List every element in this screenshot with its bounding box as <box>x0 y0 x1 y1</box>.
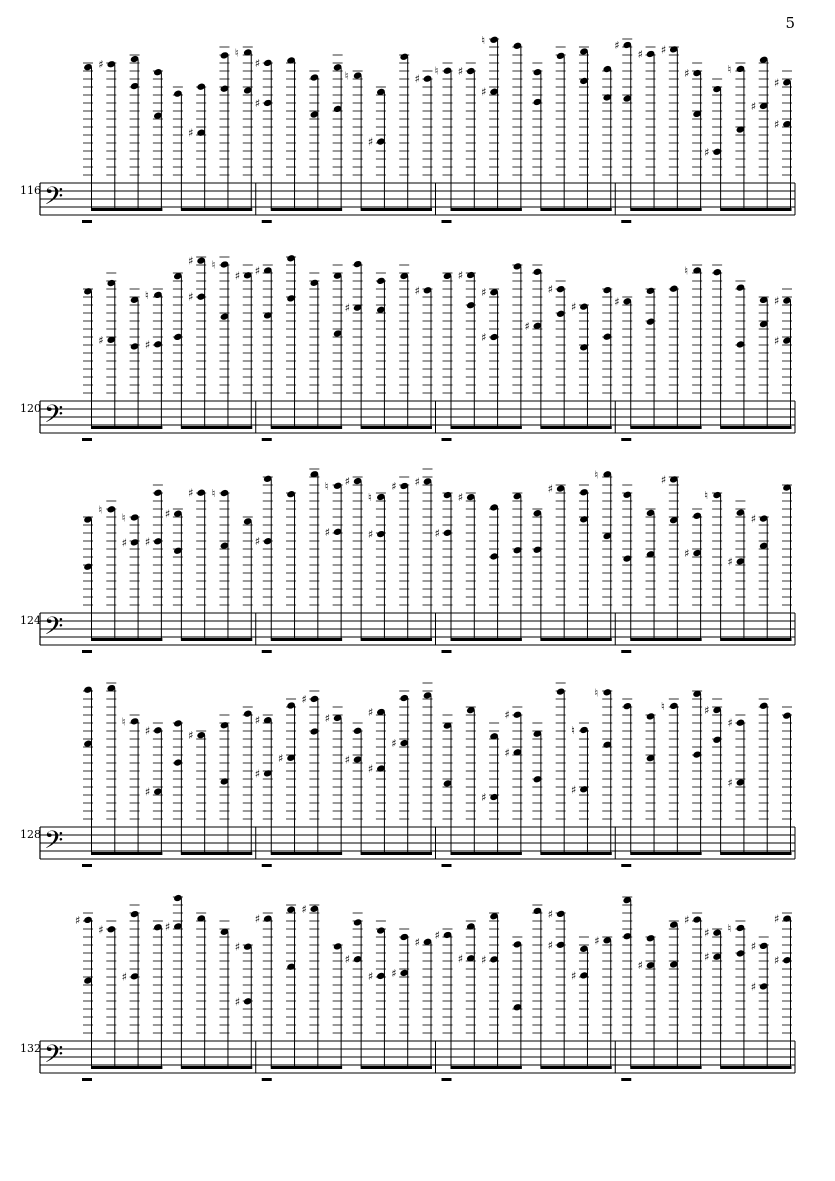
sharp-accidental-icon: ♯ <box>481 331 487 345</box>
beam <box>91 208 162 211</box>
sharp-accidental-icon: ♯ <box>414 72 420 86</box>
rest <box>82 1078 92 1081</box>
rest <box>262 650 272 653</box>
sharp-accidental-icon: ♯ <box>684 913 690 927</box>
measure-number-132: 132 <box>20 1042 41 1055</box>
sharp-accidental-icon: ♯ <box>98 333 104 347</box>
rest <box>621 220 631 223</box>
sharp-accidental-icon: ♯ <box>188 486 194 500</box>
sharp-accidental-icon: ♮ <box>704 489 709 503</box>
rest <box>262 220 272 223</box>
sharp-accidental-icon: ♮ <box>434 64 439 78</box>
sharp-accidental-icon: ♮ <box>660 699 665 713</box>
bass-clef-icon: 𝄢 <box>44 1040 64 1075</box>
beam <box>540 426 611 429</box>
sharp-accidental-icon: ♯ <box>367 135 374 149</box>
sharp-accidental-icon: ♮ <box>727 62 732 76</box>
sharp-accidental-icon: ♯ <box>414 935 420 949</box>
beam <box>271 852 342 855</box>
sharp-accidental-icon: ♯ <box>727 776 733 790</box>
natural-accidental-icon: ♮ <box>594 468 599 482</box>
sharp-accidental-icon: ♮ <box>234 46 239 60</box>
beam <box>451 208 522 211</box>
sharp-accidental-icon: ♯ <box>774 334 780 348</box>
sharp-accidental-icon: ♯ <box>481 791 487 805</box>
beam <box>720 426 791 429</box>
rest <box>82 864 92 867</box>
natural-accidental-icon: ♯ <box>594 934 600 948</box>
sharp-accidental-icon: ♯ <box>278 751 284 765</box>
beam <box>451 1066 522 1069</box>
natural-accidental-icon: ♯ <box>324 711 330 725</box>
sharp-accidental-icon: ♯ <box>254 96 261 110</box>
sharp-accidental-icon: ♮ <box>481 33 486 47</box>
bass-clef-icon: 𝄢 <box>44 826 64 861</box>
sharp-accidental-icon: ♯ <box>481 953 487 967</box>
measure-number-124: 124 <box>20 614 41 627</box>
rest <box>442 864 452 867</box>
sharp-accidental-icon: ♯ <box>750 980 757 994</box>
rest <box>621 650 631 653</box>
sharp-accidental-icon: ♯ <box>164 920 171 934</box>
sharp-accidental-icon: ♮ <box>367 490 372 504</box>
natural-accidental-icon: ♮ <box>211 487 216 501</box>
bass-clef-icon: 𝄢 <box>44 612 64 647</box>
sharp-accidental-icon: ♯ <box>75 913 81 927</box>
natural-accidental-icon: ♯ <box>750 939 757 953</box>
sharp-accidental-icon: ♯ <box>547 283 553 297</box>
sharp-accidental-icon: ♯ <box>254 767 261 781</box>
beam <box>540 1066 611 1069</box>
rest <box>262 864 272 867</box>
natural-accidental-icon: ♯ <box>727 716 733 730</box>
beam <box>91 852 162 855</box>
beam <box>361 426 432 429</box>
sharp-accidental-icon: ♯ <box>254 56 261 70</box>
sharp-accidental-icon: ♯ <box>457 269 464 283</box>
sharp-accidental-icon: ♯ <box>188 290 194 304</box>
sharp-accidental-icon: ♯ <box>234 269 241 283</box>
sharp-accidental-icon: ♯ <box>547 938 553 952</box>
sharp-accidental-icon: ♯ <box>391 737 397 751</box>
beam <box>361 638 432 641</box>
sharp-accidental-icon: ♯ <box>547 907 553 921</box>
bass-clef-icon: 𝄢 <box>44 182 64 217</box>
sharp-accidental-icon: ♯ <box>660 43 667 57</box>
sharp-accidental-icon: ♯ <box>188 729 194 743</box>
sharp-accidental-icon: ♯ <box>391 966 397 980</box>
sharp-accidental-icon: ♯ <box>414 475 420 489</box>
sharp-accidental-icon: ♯ <box>727 555 733 569</box>
rest <box>621 438 631 441</box>
sharp-accidental-icon: ♮ <box>324 479 329 493</box>
sharp-accidental-icon: ♯ <box>254 714 261 728</box>
sharp-accidental-icon: ♯ <box>704 950 710 964</box>
beam <box>361 852 432 855</box>
natural-accidental-icon: ♯ <box>301 902 307 916</box>
sharp-accidental-icon: ♯ <box>684 547 690 561</box>
beam <box>630 852 701 855</box>
sharp-accidental-icon: ♯ <box>301 692 307 706</box>
beam <box>540 638 611 641</box>
sharp-accidental-icon: ♮ <box>684 264 689 278</box>
sharp-accidental-icon: ♯ <box>481 85 487 99</box>
rest <box>442 1078 452 1081</box>
sharp-accidental-icon: ♯ <box>704 703 710 717</box>
beam <box>630 426 701 429</box>
sharp-accidental-icon: ♯ <box>524 319 530 333</box>
sharp-accidental-icon: ♯ <box>684 67 690 81</box>
beam <box>91 638 162 641</box>
measure-number-120: 120 <box>20 402 41 415</box>
sharp-accidental-icon: ♯ <box>98 923 104 937</box>
sharp-accidental-icon: ♯ <box>367 705 374 719</box>
natural-accidental-icon: ♯ <box>457 65 464 79</box>
sharp-accidental-icon: ♯ <box>414 284 420 298</box>
sharp-accidental-icon: ♯ <box>637 47 643 61</box>
beam <box>630 1066 701 1069</box>
natural-accidental-icon: ♮ <box>344 69 349 83</box>
sharp-accidental-icon: ♯ <box>344 753 350 767</box>
sharp-accidental-icon: ♯ <box>234 995 241 1009</box>
sharp-accidental-icon: ♯ <box>774 76 780 90</box>
natural-accidental-icon: ♮ <box>570 723 575 737</box>
natural-accidental-icon: ♯ <box>481 286 487 300</box>
sharp-accidental-icon: ♯ <box>660 473 667 487</box>
sharp-accidental-icon: ♯ <box>504 746 510 760</box>
sharp-accidental-icon: ♯ <box>344 953 350 967</box>
beam <box>91 426 162 429</box>
sharp-accidental-icon: ♯ <box>144 338 151 352</box>
sharp-accidental-icon: ♯ <box>457 491 464 505</box>
sharp-accidental-icon: ♮ <box>98 503 103 517</box>
sharp-accidental-icon: ♯ <box>121 536 127 550</box>
sharp-accidental-icon: ♯ <box>774 954 780 968</box>
rest <box>621 1078 631 1081</box>
page-number: 5 <box>785 14 795 32</box>
beam <box>181 638 252 641</box>
beam <box>540 208 611 211</box>
beam <box>540 852 611 855</box>
sharp-accidental-icon: ♯ <box>457 952 464 966</box>
rest <box>442 220 452 223</box>
sharp-accidental-icon: ♯ <box>324 525 330 539</box>
beam <box>181 426 252 429</box>
sharp-accidental-icon: ♯ <box>750 512 757 526</box>
sharp-accidental-icon: ♯ <box>774 912 780 926</box>
sharp-accidental-icon: ♮ <box>121 715 126 729</box>
sharp-accidental-icon: ♯ <box>188 126 194 140</box>
sharp-accidental-icon: ♯ <box>614 295 620 309</box>
beam <box>181 852 252 855</box>
natural-accidental-icon: ♮ <box>144 288 149 302</box>
sharp-accidental-icon: ♯ <box>144 724 151 738</box>
natural-accidental-icon: ♯ <box>344 475 350 489</box>
sharp-accidental-icon: ♯ <box>254 535 261 549</box>
sharp-accidental-icon: ♯ <box>98 58 104 72</box>
measure-number-116: 116 <box>20 184 41 197</box>
sharp-accidental-icon: ♯ <box>144 785 151 799</box>
sharp-accidental-icon: ♯ <box>547 482 553 496</box>
natural-accidental-icon: ♯ <box>188 254 194 268</box>
sharp-accidental-icon: ♯ <box>367 762 374 776</box>
sharp-accidental-icon: ♯ <box>121 970 127 984</box>
sharp-accidental-icon: ♯ <box>704 145 710 159</box>
sharp-accidental-icon: ♯ <box>774 294 780 308</box>
sharp-accidental-icon: ♯ <box>504 708 510 722</box>
sharp-accidental-icon: ♯ <box>391 479 397 493</box>
beam <box>271 208 342 211</box>
beam <box>361 208 432 211</box>
beam <box>720 208 791 211</box>
natural-accidental-icon: ♮ <box>211 258 216 272</box>
rest <box>442 438 452 441</box>
rest <box>262 1078 272 1081</box>
beam <box>720 852 791 855</box>
beam <box>630 208 701 211</box>
natural-accidental-icon: ♯ <box>254 912 261 926</box>
beam <box>271 426 342 429</box>
sharp-accidental-icon: ♮ <box>121 511 126 525</box>
beam <box>91 1066 162 1069</box>
sharp-accidental-icon: ♯ <box>367 969 374 983</box>
beam <box>451 426 522 429</box>
rest <box>621 864 631 867</box>
sharp-accidental-icon: ♯ <box>144 535 151 549</box>
rest <box>82 650 92 653</box>
beam <box>361 1066 432 1069</box>
measure-number-128: 128 <box>20 828 41 841</box>
bass-clef-icon: 𝄢 <box>44 400 64 435</box>
sharp-accidental-icon: ♯ <box>367 528 374 542</box>
beam <box>271 638 342 641</box>
sharp-accidental-icon: ♯ <box>637 959 643 973</box>
natural-accidental-icon: ♯ <box>570 300 577 314</box>
natural-accidental-icon: ♯ <box>614 38 620 52</box>
rest <box>82 220 92 223</box>
sharp-accidental-icon: ♯ <box>344 301 350 315</box>
beam <box>630 638 701 641</box>
sharp-accidental-icon: ♯ <box>570 969 577 983</box>
rest <box>262 438 272 441</box>
sharp-accidental-icon: ♯ <box>434 526 440 540</box>
beam <box>451 852 522 855</box>
rest <box>442 650 452 653</box>
sharp-accidental-icon: ♯ <box>570 783 577 797</box>
natural-accidental-icon: ♯ <box>704 926 710 940</box>
beam <box>271 1066 342 1069</box>
sharp-accidental-icon: ♮ <box>594 686 599 700</box>
beam <box>181 208 252 211</box>
beam <box>720 1066 791 1069</box>
sharp-accidental-icon: ♯ <box>254 264 261 278</box>
sharp-accidental-icon: ♯ <box>750 99 757 113</box>
sharp-accidental-icon: ♯ <box>434 928 440 942</box>
sharp-accidental-icon: ♯ <box>164 507 171 521</box>
sharp-accidental-icon: ♯ <box>774 118 780 132</box>
rest <box>82 438 92 441</box>
natural-accidental-icon: ♯ <box>234 940 241 954</box>
beam <box>720 638 791 641</box>
beam <box>181 1066 252 1069</box>
beam <box>451 638 522 641</box>
sharp-accidental-icon: ♮ <box>727 921 732 935</box>
